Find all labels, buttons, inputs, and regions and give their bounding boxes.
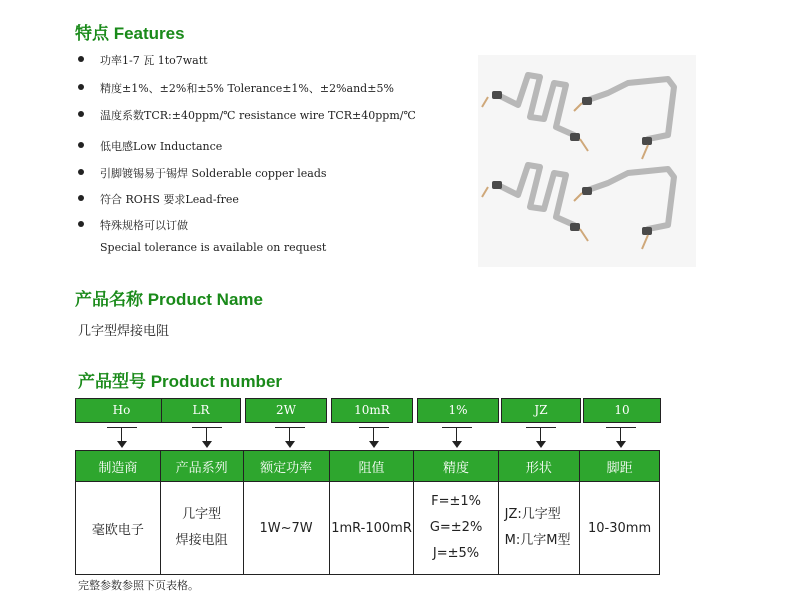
tolerance-line: F=±1% [431,494,481,509]
pitch-cell: 10-30mm [580,482,660,575]
table-header-row [76,451,660,482]
series-line: 焊接电阻 [175,533,228,548]
col-header: 脚距 [580,451,660,482]
col-header: 制造商 [76,451,161,482]
code-power: 2W [245,398,327,423]
feature-item: 引脚镀锡易于锡焊 Solderable copper leads [100,167,327,180]
product-name-value: 几字型焊接电阻 [78,324,170,339]
code-maker: Ho [75,398,168,423]
col-header: 精度 [414,451,498,482]
resistance-cell: 1mR-100mR [329,482,414,575]
down-arrow-icon [192,423,222,449]
tolerance-line: G=±2% [429,520,483,535]
series-line: 几字型 [182,507,222,522]
shape-line: JZ:几字型 [504,507,561,522]
feature-item: 温度系数TCR:±40ppm/℃ resistance wire TCR±40ppm/℃ [100,109,416,122]
feature-item: 功率1-7 瓦 1to7watt [100,54,208,67]
bullet-icon [78,221,84,227]
down-arrow-icon [526,423,556,449]
bullet-icon [78,169,84,175]
product-name-heading: 产品名称 Product Name [75,290,263,309]
table-row [76,482,660,575]
feature-item: 特殊规格可以订做 [100,219,188,232]
footer-note: 完整参数参照下页表格。 [78,579,199,592]
down-arrow-icon [606,423,636,449]
maker-cell: 毫欧电子 [76,482,161,575]
feature-item: 精度±1%、±2%和±5% Tolerance±1%、±2%and±5% [100,82,394,95]
code-tolerance: 1% [417,398,499,423]
resistor-photo [478,55,696,267]
features-heading: 特点 Features [75,24,185,43]
bullet-icon [78,56,84,62]
bullet-icon [78,111,84,117]
col-header: 阻值 [329,451,414,482]
series-cell [160,482,243,575]
code-pitch: 10 [583,398,661,423]
tolerance-line: J=±5% [432,546,480,561]
shape-line: M:几字M型 [504,533,571,548]
col-header: 产品系列 [160,451,243,482]
col-header: 额定功率 [243,451,329,482]
tolerance-cell [414,482,498,575]
code-shape: JZ [501,398,581,423]
spec-table [75,450,660,575]
code-resistance: 10mR [331,398,413,423]
feature-note: Special tolerance is available on request [100,241,327,254]
code-row [75,398,659,423]
down-arrow-icon [442,423,472,449]
down-arrow-icon [359,423,389,449]
down-arrow-icon [275,423,305,449]
col-header: 形状 [498,451,579,482]
feature-item: 低电感Low Inductance [100,140,223,153]
shape-cell [498,482,579,575]
bullet-icon [78,142,84,148]
code-series: LR [161,398,241,423]
bullet-icon [78,195,84,201]
power-cell: 1W~7W [243,482,329,575]
product-number-heading: 产品型号 Product number [78,372,283,391]
down-arrow-icon [107,423,137,449]
feature-item: 符合 ROHS 要求Lead-free [100,193,239,206]
bullet-icon [78,84,84,90]
